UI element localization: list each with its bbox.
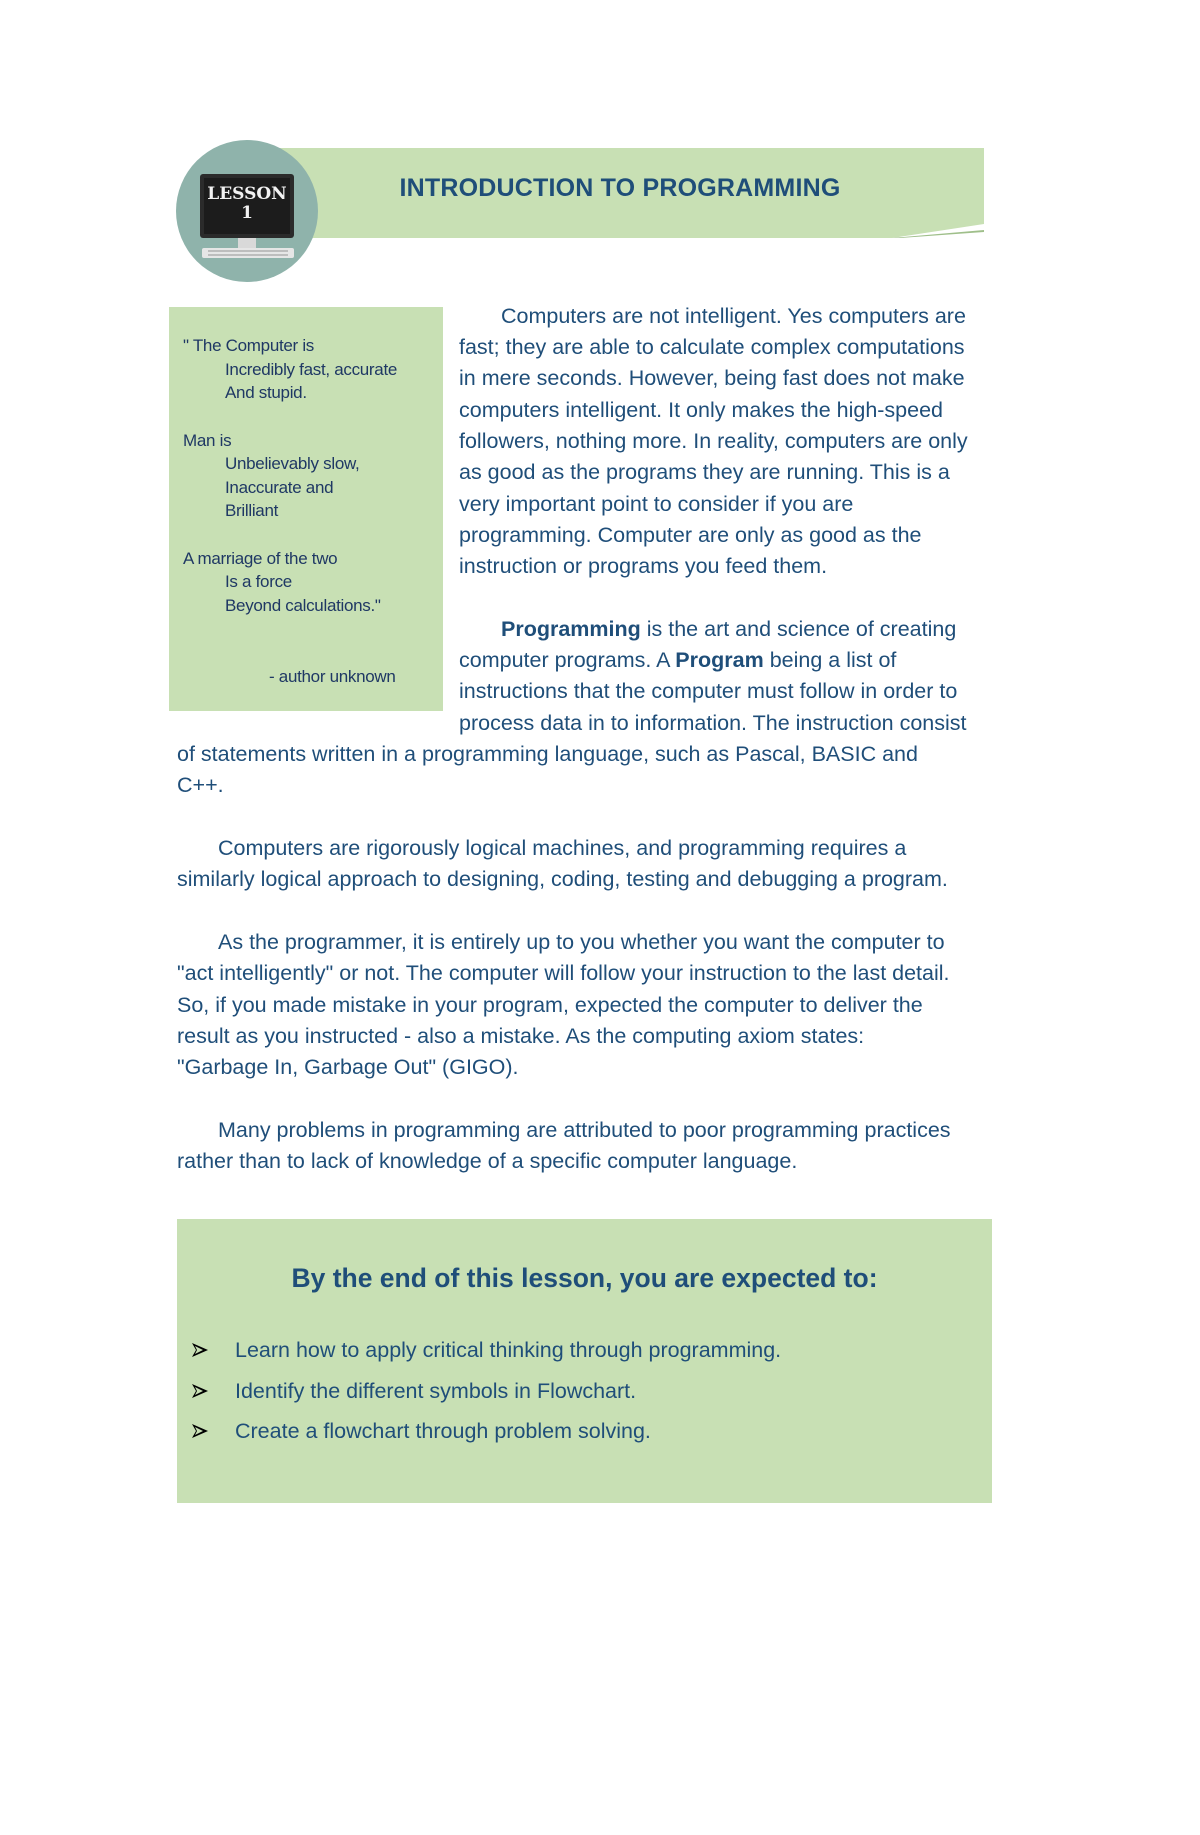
quote-line: " The Computer is	[183, 336, 315, 355]
objectives-box	[177, 1219, 992, 1503]
arrow-bullet-icon	[191, 1422, 209, 1440]
objectives-title: By the end of this lesson, you are expected to:	[291, 1263, 878, 1293]
paragraph-line: instruction or programs you feed them.	[459, 554, 828, 578]
paragraph-line: So, if you made mistake in your program, expected the computer to deliver the	[177, 993, 923, 1017]
quote-line: Incredibly fast, accurate	[225, 360, 398, 379]
paragraph-line: followers, nothing more. In reality, computers are only	[459, 429, 968, 453]
quote-line: Inaccurate and	[225, 478, 334, 497]
paragraph-line: computers intelligent. It only makes the high-speed	[459, 398, 944, 422]
paragraph-text: is the art and science of creating	[640, 617, 957, 641]
paragraph-line: programming. Computer are only as good as the	[459, 523, 922, 547]
term-program: Program	[675, 648, 764, 672]
quote-author: - author unknown	[269, 667, 396, 686]
quote-line: Man is	[183, 431, 232, 450]
paragraph-line: instructions that the computer must follow in order to	[459, 679, 958, 703]
paragraph-line: rather than to lack of knowledge of a specific computer language.	[177, 1149, 798, 1173]
paragraph-line: "Garbage In, Garbage Out" (GIGO).	[177, 1055, 519, 1079]
paragraph-line: "act intelligently" or not. The computer will follow your instruction to the last detail.	[177, 961, 950, 985]
badge-label-lesson: LESSON	[207, 184, 287, 204]
page-title: INTRODUCTION TO PROGRAMMING	[399, 174, 841, 202]
quote-line: Beyond calculations."	[225, 596, 381, 615]
banner-fold-decoration	[892, 224, 984, 238]
quote-line: A marriage of the two	[183, 549, 338, 568]
quote-line: And stupid.	[225, 383, 307, 402]
paragraph-line	[501, 614, 956, 645]
objective-text: Identify the different symbols in Flowchart.	[235, 1379, 637, 1403]
arrow-bullet-icon	[191, 1341, 209, 1359]
quote-line: Brilliant	[225, 501, 279, 520]
paragraph-line: Computers are not intelligent. Yes computers are	[501, 304, 966, 328]
quote-line: Unbelievably slow,	[225, 454, 360, 473]
objective-text: Create a flowchart through problem solving.	[235, 1419, 651, 1443]
paragraph-text: computer programs. A	[459, 648, 676, 672]
paragraph-line: As the programmer, it is entirely up to you whether you want the computer to	[218, 930, 945, 954]
paragraph-line: Computers are rigorously logical machines, and programming requires a	[218, 836, 907, 860]
badge-label-number: 1	[241, 203, 253, 223]
paragraph-line	[459, 645, 896, 676]
paragraph-text: being a list of	[763, 648, 897, 672]
paragraph-line: in mere seconds. However, being fast does not make	[459, 366, 965, 390]
paragraph-line: C++.	[177, 773, 224, 797]
paragraph-line: similarly logical approach to designing, coding, testing and debugging a program.	[177, 867, 948, 891]
lesson-badge	[176, 140, 318, 282]
computer-monitor-icon	[176, 140, 318, 282]
paragraph-line: result as you instructed - also a mistake. As the computing axiom states:	[177, 1024, 865, 1048]
term-programming: Programming	[501, 617, 641, 641]
paragraph-line: very important point to consider if you are	[459, 492, 854, 516]
quote-box	[169, 307, 443, 711]
paragraph-line: fast; they are able to calculate complex computations	[459, 335, 965, 359]
paragraph-line: process data in to information. The instruction consist	[459, 711, 967, 735]
objective-text: Learn how to apply critical thinking through programming.	[235, 1338, 782, 1362]
paragraph-line: of statements written in a programming language, such as Pascal, BASIC and	[177, 742, 918, 766]
paragraph-line: Many problems in programming are attributed to poor programming practices	[218, 1118, 951, 1142]
quote-line: Is a force	[225, 572, 292, 591]
paragraph-line: as good as the programs they are running. This is a	[459, 460, 950, 484]
arrow-bullet-icon	[191, 1382, 209, 1400]
